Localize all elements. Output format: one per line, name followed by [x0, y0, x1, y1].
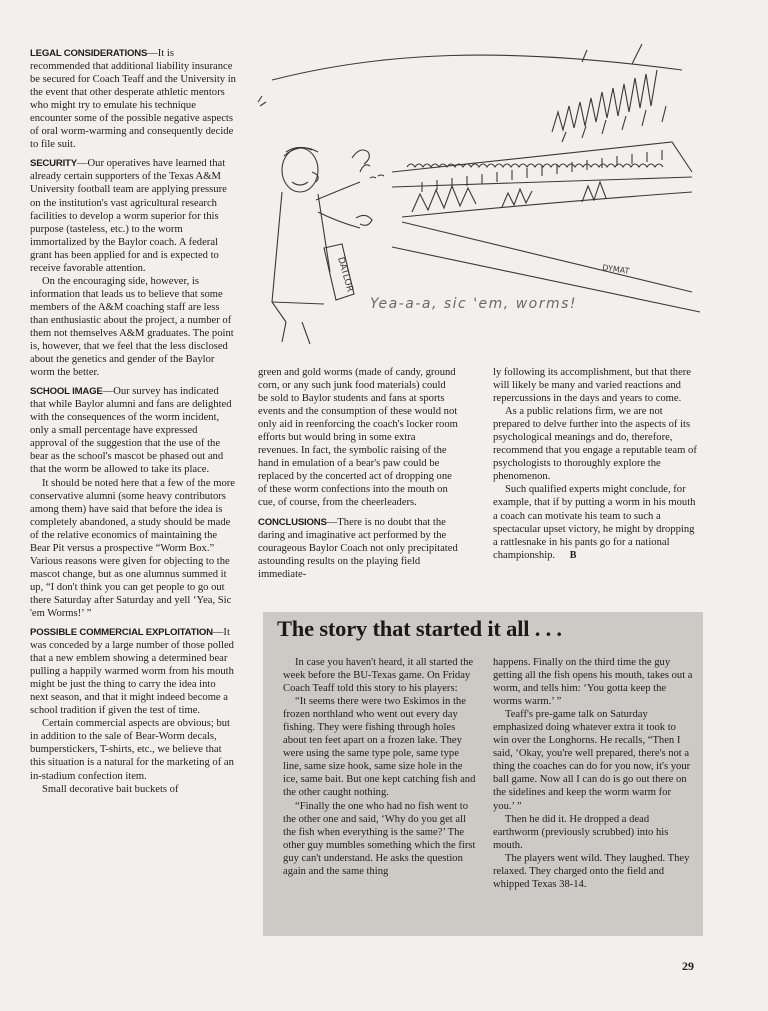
conclusions-paragraph: CONCLUSIONS—There is no doubt that the daring and imaginative act performed by the courageous Baylor Coach not only precipitated astounding results on the playing field immediate-	[258, 516, 458, 580]
experts-paragraph: Such qualified experts might conclude, for example, that if by putting a worm in his mouth a coach can motivate his team to such a spectacular upset victory, he might by dropping a rattlesnake in his pants go for a national championship. B	[493, 484, 696, 561]
commercial-paragraph: POSSIBLE COMMERCIAL EXPLOITATION—It was conceded by a large number of those polled that a new emblem showing a determined bear pulling a happily warmed worm from his mouth might be just the thing to carry the idea into next season, and that it might indeed become a school tradition if given the test of time.	[30, 627, 234, 717]
school-image-paragraph: SCHOOL IMAGE—Our survey has indicated that while Baylor alumni and fans are delighted with the consequences of the worm incident, only a small percentage have expressed approval of the suggestion that the use of the bear as the school's mascot be phased out and that the worm be allowed to take its place.	[30, 386, 232, 476]
story-column-2	[493, 656, 693, 891]
story-column-1	[283, 656, 479, 878]
conclusions-heading: CONCLUSIONS	[258, 516, 327, 528]
article-column-2	[258, 366, 458, 581]
certain-aspects-paragraph: Certain commercial aspects are obvious; but in addition to the sale of Bear-Worm decals, bumperstickers, T-shirts, etc., we believe that this situation is a natural for the marketing of an in-stadium confection item.	[30, 718, 234, 782]
school-image-heading: SCHOOL IMAGE	[30, 386, 103, 398]
security-paragraph: SECURITY—Our operatives have learned that already certain supporters of the Texas A&M University football team are applying pressure on the institution's vast agricultural research facilities to develop a worm superior for this purpose (tasteless, etc.) to the worm immortalized by the Baylor coach. A federal grant has been applied for and is expected to receive favorable attention.	[30, 158, 227, 274]
confection-paragraph: green and gold worms (made of candy, ground corn, or any such junk food materials) could be sold to Baylor students and fans at sports events and the consumption of these would not only aid in reenforcing the coach's locker room efforts but would bring in some extra revenues. In fact, the symbolic raising of the hand in emulation of a bear's paw could be replaced by the concerted act of dropping one of these worm confections into the mouth on cue, of course, from the cheerleaders.	[258, 367, 458, 509]
repercussions-paragraph: ly following its accomplishment, but that there will likely be many and varied reactions and repercussions in the days and years to come.	[493, 367, 692, 405]
alumni-paragraph: It should be noted here that a few of the more conservative alumni (some heavy contributors among them) have said that before the idea is completely abandoned, a study should be made of the relative economics of maintaining the Bear Pit versus a prospective “Worm Box.” Various reasons were given for objecting to the mascot change, but as one alumnus summed it up, “I don't think you can get people to go out there Saturday after Saturday and yell ‘Yea, Sic 'em Worms!’ ”	[30, 477, 235, 619]
can-label: DATLOR	[335, 256, 355, 294]
page-number: 29	[682, 959, 694, 973]
story-paragraph: In case you haven't heard, it all started the week before the BU-Texas game. On Friday Coach Teaff told this story to his players:	[283, 657, 474, 695]
public-relations-paragraph: As a public relations firm, we are not prepared to delve further into the aspects of its psychological meanings and do, therefore, recommend that you engage a reputable team of psychologists to thoroughly explore the phenomenon.	[493, 406, 697, 483]
story-paragraph: Then he did it. He dropped a dead earthworm (previously scrubbed) into his mouth.	[493, 813, 669, 851]
story-sidebar-box	[263, 612, 703, 936]
story-paragraph: The players went wild. They laughed. They relaxed. They charged onto the field and whipped Texas 38-14.	[493, 852, 690, 890]
cartoon-signature: DYMAT	[601, 263, 630, 276]
commercial-heading: POSSIBLE COMMERCIAL EXPLOITATION	[30, 627, 213, 639]
security-heading: SECURITY	[30, 158, 77, 170]
story-title: The story that started it all . . .	[277, 616, 562, 641]
story-paragraph: happens. Finally on the third time the guy getting all the fish opens his mouth, takes out a worm, and tells him: ‘You gotta keep the worms warm.’ ”	[493, 657, 693, 708]
bait-buckets-paragraph: Small decorative bait buckets of	[42, 783, 179, 795]
article-column-3	[493, 366, 701, 562]
story-paragraph: “Finally the one who had no fish went to the other one and said, ‘Why do you get all the fish when everything is the same?’ The other guy mumbles something which the first guy can't understand. He asks the question again and the same thing	[283, 800, 476, 877]
cartoon-caption: Yea-a-a, sic 'em, worms!	[370, 296, 578, 312]
encouraging-paragraph: On the encouraging side, however, is information that leads us to believe that some members of the A&M coaching staff are less than enthusiastic about the project, a number of them not themselves A&M graduates. The point is, however, that we feel that the less disclosed about the genetics and gender of the Baylor worm the better.	[30, 275, 234, 379]
article-column-1	[30, 47, 236, 796]
coach-cartoon-illustration	[252, 22, 704, 362]
legal-heading: LEGAL CONSIDERATIONS	[30, 48, 148, 59]
end-mark-icon: B	[569, 549, 577, 561]
story-paragraph: Teaff's pre-game talk on Saturday emphasized doing whatever extra it took to win over the Longhorns. He recalls, “Then I said, ‘Okay, you're well prepared, there's not a thing the coaches can do for you now, it's your ball game. Now all I can do is go out there on the sidelines and keep the worm warm for you.’ ”	[493, 709, 691, 812]
story-paragraph: “It seems there were two Eskimos in the frozen northland who went out every day fishing. They were fishing through holes about ten feet apart on a frozen lake. They were using the same type pole, same type line, same size hook, same size hole in the ice, same bait. But one kept catching fish and the other caught nothing.	[283, 696, 476, 799]
legal-paragraph: LEGAL CONSIDERATIONS—It is recommended that additional liability insurance be secured for Coach Teaff and the University in the event that other desperate athletic mentors who might try to emulate his technique encounter some of the possible negative aspects of oral worm-warming and consequently decide to file suit.	[30, 48, 236, 151]
